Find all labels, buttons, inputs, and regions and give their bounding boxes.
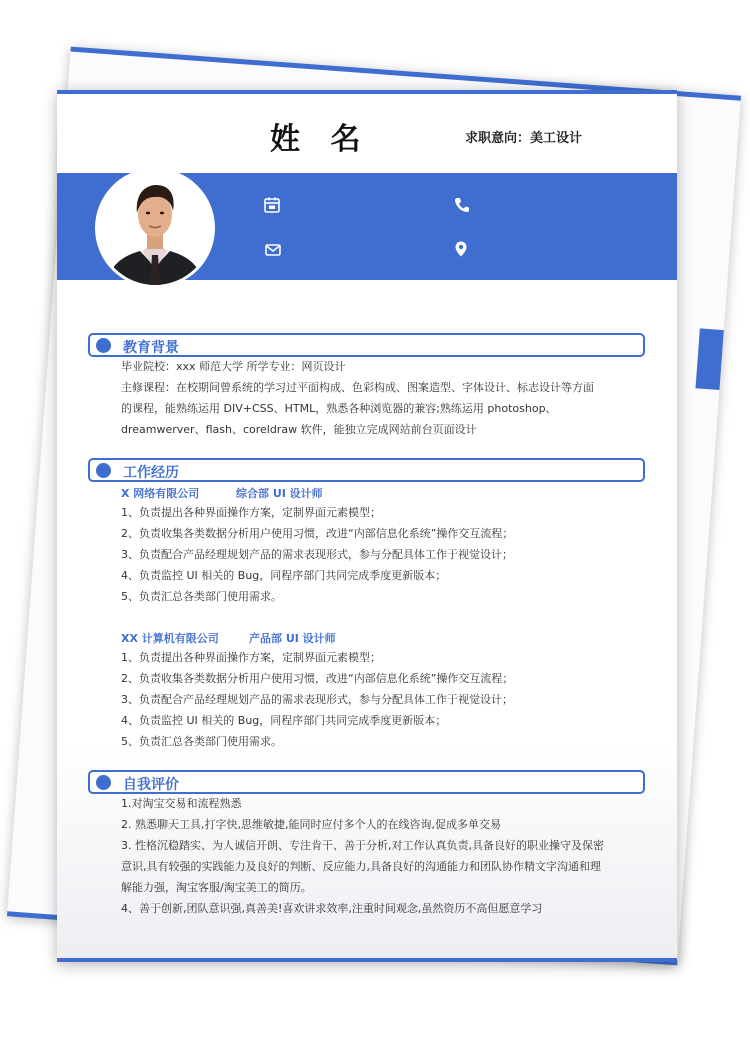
education-line: 毕业院校：xxx 师范大学 所学专业：网页设计 [121, 360, 346, 373]
education-line: 主修课程：在校期间曾系统的学习过平面构成、色彩构成、图案造型、字体设计、标志设计等方面 [121, 381, 594, 394]
resume-name: 姓 名 [270, 122, 371, 157]
self-evaluation-line: 1.对淘宝交易和流程熟悉 [121, 797, 242, 810]
job-company: X 网络有限公司 [121, 487, 200, 500]
job-department: 综合部 UI 设计师 [236, 487, 323, 500]
job-duty-item: 3、负责配合产品经理规划产品的需求表现形式，参与分配具体工作于视觉设计； [121, 693, 513, 706]
job-department: 产品部 UI 设计师 [249, 632, 336, 645]
calendar-icon [263, 196, 281, 214]
section-bullet-icon [96, 338, 111, 353]
location-icon [452, 240, 470, 258]
job-intent: 求职意向：美工设计 [465, 131, 583, 146]
self-evaluation-title: 自我评价 [123, 777, 179, 793]
job-duty-item: 1、负责提出各种界面操作方案，定制界面元素模型； [121, 506, 381, 519]
job-company: XX 计算机有限公司 [121, 632, 219, 645]
job-duty-item: 3、负责配合产品经理规划产品的需求表现形式，参与分配具体工作于视觉设计； [121, 548, 513, 561]
job-duty-item: 2、负责收集各类数据分析用户使用习惯，改进“内部信息化系统”操作交互流程； [121, 527, 514, 540]
job-duty-item: 5、负责汇总各类部门使用需求。 [121, 590, 282, 603]
resume-sheet [57, 90, 677, 962]
education-title: 教育背景 [123, 340, 179, 356]
self-evaluation-line: 3. 性格沉稳踏实、为人诚信开朗、专注肯干、善于分析,对工作认真负责,具备良好的职业操守及保密 [121, 839, 604, 852]
education-section-header [88, 333, 645, 357]
self-evaluation-line: 解能力强，淘宝客服/淘宝美工的简历。 [121, 881, 312, 894]
job-duty-item: 4、负责监控 UI 相关的 Bug，同程序部门共同完成季度更新版本； [121, 714, 447, 727]
education-line: dreamwerver、flash、coreldraw 软件，能独立完成网站前台页面设计 [121, 423, 477, 436]
background-accent-strip [695, 328, 723, 390]
section-bullet-icon [96, 463, 111, 478]
self-evaluation-line: 意识,具有较强的实践能力及良好的判断、反应能力,具备良好的沟通能力和团队协作精文字沟通和理 [121, 860, 601, 873]
job-duty-item: 5、负责汇总各类部门使用需求。 [121, 735, 282, 748]
self-evaluation-line: 2. 熟悉聊天工具,打字快,思维敏捷,能同时应付多个人的在线咨询,促成多单交易 [121, 818, 501, 831]
phone-icon [453, 196, 471, 214]
job-duty-item: 4、负责监控 UI 相关的 Bug，同程序部门共同完成季度更新版本； [121, 569, 447, 582]
mail-icon [264, 241, 282, 259]
self-evaluation-line: 4、善于创新,团队意识强,真善美!喜欢讲求效率,注重时间观念,虽然资历不高但愿意学习 [121, 902, 543, 915]
work-section-header [88, 458, 645, 482]
job-duty-item: 2、负责收集各类数据分析用户使用习惯，改进“内部信息化系统”操作交互流程； [121, 672, 514, 685]
avatar-photo [95, 168, 215, 288]
section-bullet-icon [96, 775, 111, 790]
self-evaluation-section-header [88, 770, 645, 794]
education-line: 的课程，能熟练运用 DIV+CSS、HTML，熟悉各种浏览器的兼容;熟练运用 photoshop、 [121, 402, 557, 415]
job-duty-item: 1、负责提出各种界面操作方案，定制界面元素模型； [121, 651, 381, 664]
work-title: 工作经历 [123, 465, 179, 481]
